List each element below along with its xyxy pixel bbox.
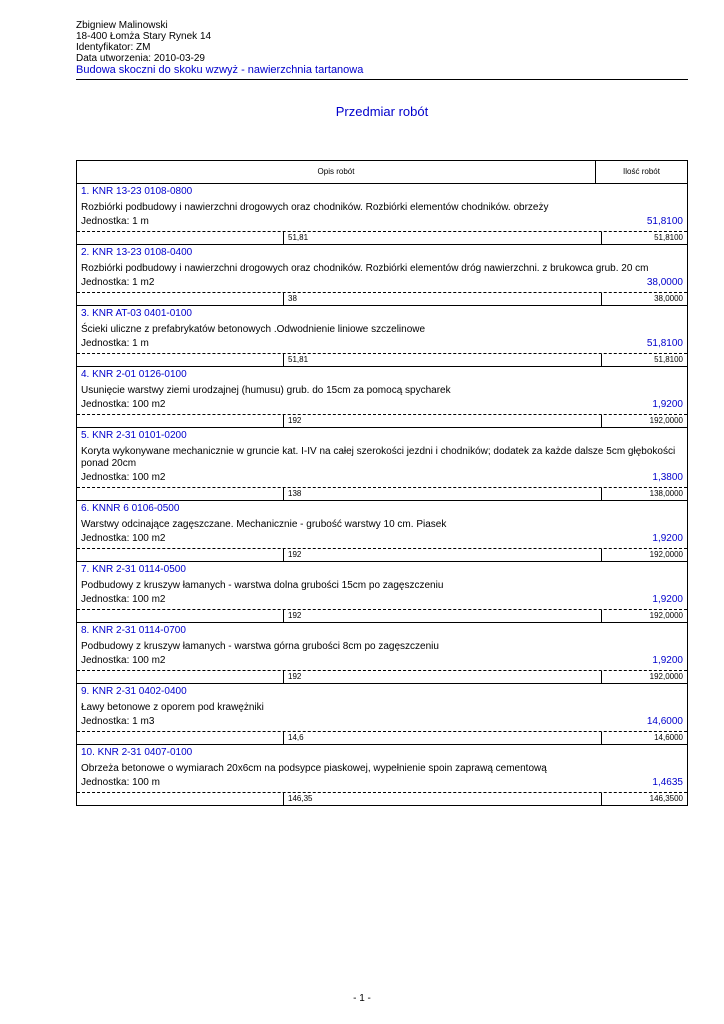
- creation-date: Data utworzenia: 2010-03-29: [76, 53, 205, 64]
- item-code: 6. KNNR 6 0106-0500: [81, 503, 180, 514]
- item-unit-row: [77, 338, 687, 352]
- item-result: 14,6000: [601, 732, 687, 744]
- item-calculation-row: [77, 292, 687, 305]
- table-row: [77, 244, 687, 305]
- item-calculation-row: [77, 231, 687, 244]
- table-row: [77, 683, 687, 744]
- item-quantity: 1,9200: [652, 655, 683, 666]
- item-code: 3. KNR AT-03 0401-0100: [81, 308, 192, 319]
- item-unit: Jednostka: 100 m2: [81, 399, 166, 410]
- item-unit: Jednostka: 100 m2: [81, 594, 166, 605]
- item-code: 10. KNR 2-31 0407-0100: [81, 747, 193, 758]
- page-number: - 1 -: [353, 993, 371, 1004]
- item-description: Warstwy odcinające zagęszczane. Mechanicznie - grubość warstwy 10 cm. Piasek: [81, 519, 447, 530]
- item-quantity: 1,4635: [652, 777, 683, 788]
- item-code: 7. KNR 2-31 0114-0500: [81, 564, 186, 575]
- item-description: Podbudowy z kruszyw łamanych - warstwa górna grubości 8cm po zagęszczeniu: [81, 641, 439, 652]
- item-unit: Jednostka: 100 m2: [81, 655, 166, 666]
- item-calculation-row: [77, 670, 687, 683]
- project-title: Budowa skoczni do skoku wzwyż - nawierzchnia tartanowa: [76, 64, 364, 76]
- table-row: [77, 427, 687, 500]
- item-unit: Jednostka: 100 m2: [81, 533, 166, 544]
- item-quantity: 1,9200: [652, 594, 683, 605]
- item-result: 51,8100: [601, 354, 687, 366]
- identifier: Identyfikator: ZM: [76, 42, 151, 53]
- item-result: 38,0000: [601, 293, 687, 305]
- item-unit: Jednostka: 100 m2: [81, 472, 166, 483]
- table-body: [77, 184, 687, 805]
- item-unit-row: [77, 472, 687, 486]
- table-row: [77, 366, 687, 427]
- item-code: 1. KNR 13-23 0108-0800: [81, 186, 193, 197]
- item-unit-row: [77, 399, 687, 413]
- item-quantity: 1,9200: [652, 399, 683, 410]
- item-unit: Jednostka: 100 m: [81, 777, 160, 788]
- item-expression: 14,6: [283, 732, 601, 744]
- item-calculation-row: [77, 548, 687, 561]
- item-unit: Jednostka: 1 m2: [81, 277, 155, 288]
- item-description: Ścieki uliczne z prefabrykatów betonowych .Odwodnienie liniowe szczelinowe: [81, 324, 426, 335]
- item-description: Rozbiórki podbudowy i nawierzchni drogowych oraz chodników. Rozbiórki elementów dróg nawierzchni. z brukowca grub. 20 cm: [81, 263, 649, 274]
- item-unit: Jednostka: 1 m: [81, 216, 149, 227]
- item-result: 146,3500: [601, 793, 687, 805]
- item-expression: 146,35: [283, 793, 601, 805]
- item-quantity: 14,6000: [646, 716, 683, 727]
- item-result: 192,0000: [601, 415, 687, 427]
- table-row: [77, 744, 687, 805]
- column-header-quantity: Ilość robót: [623, 167, 660, 176]
- item-description: Obrzeża betonowe o wymiarach 20x6cm na podsypce piaskowej, wypełnienie spoin zaprawą cementową: [81, 763, 547, 774]
- item-result: 192,0000: [601, 610, 687, 622]
- item-expression: 192: [283, 549, 601, 561]
- item-unit-row: [77, 533, 687, 547]
- item-code: 4. KNR 2-01 0126-0100: [81, 369, 187, 380]
- item-calculation-row: [77, 414, 687, 427]
- item-unit-row: [77, 777, 687, 791]
- header-rule: [76, 79, 688, 80]
- item-quantity: 38,0000: [646, 277, 683, 288]
- item-description: Podbudowy z kruszyw łamanych - warstwa dolna grubości 15cm po zagęszczeniu: [81, 580, 444, 591]
- item-quantity: 1,9200: [652, 533, 683, 544]
- table-header: [77, 161, 687, 184]
- item-unit-row: [77, 277, 687, 291]
- item-unit-row: [77, 594, 687, 608]
- item-description: Usunięcie warstwy ziemi urodzajnej (humusu) grub. do 15cm za pomocą spycharek: [81, 385, 451, 396]
- item-expression: 51,81: [283, 354, 601, 366]
- item-description: Ławy betonowe z oporem pod krawężniki: [81, 702, 264, 713]
- item-result: 192,0000: [601, 671, 687, 683]
- document-header: [76, 20, 688, 80]
- item-code: 9. KNR 2-31 0402-0400: [81, 686, 187, 697]
- item-expression: 192: [283, 415, 601, 427]
- table-row: [77, 500, 687, 561]
- item-description: Rozbiórki podbudowy i nawierzchni drogowych oraz chodników. Rozbiórki elementów chodników. obrzeży: [81, 202, 549, 213]
- item-calculation-row: [77, 487, 687, 500]
- item-expression: 192: [283, 610, 601, 622]
- table-row: [77, 561, 687, 622]
- table-row: [77, 184, 687, 244]
- item-code: 2. KNR 13-23 0108-0400: [81, 247, 193, 258]
- item-expression: 51,81: [283, 232, 601, 244]
- item-unit: Jednostka: 1 m3: [81, 716, 155, 727]
- item-result: 138,0000: [601, 488, 687, 500]
- item-calculation-row: [77, 792, 687, 805]
- item-expression: 38: [283, 293, 601, 305]
- item-quantity: 51,8100: [646, 216, 683, 227]
- works-table: [76, 160, 688, 806]
- item-quantity: 1,3800: [652, 472, 683, 483]
- item-description: Koryta wykonywane mechanicznie w gruncie kat. I-IV na całej szerokości jezdni i chodników; dodatek za każde dalsze 5cm głębokości ponad 20cm: [81, 446, 676, 469]
- table-row: [77, 305, 687, 366]
- item-calculation-row: [77, 731, 687, 744]
- item-calculation-row: [77, 609, 687, 622]
- item-unit-row: [77, 216, 687, 230]
- item-result: 51,8100: [601, 232, 687, 244]
- page-title: Przedmiar robót: [335, 104, 429, 119]
- item-quantity: 51,8100: [646, 338, 683, 349]
- column-header-description: Opis robót: [77, 161, 596, 183]
- item-unit-row: [77, 655, 687, 669]
- author-address: 18-400 Łomża Stary Rynek 14: [76, 31, 212, 42]
- item-code: 5. KNR 2-31 0101-0200: [81, 430, 187, 441]
- item-result: 192,0000: [601, 549, 687, 561]
- item-code: 8. KNR 2-31 0114-0700: [81, 625, 186, 636]
- author-name: Zbigniew Malinowski: [76, 20, 168, 31]
- item-calculation-row: [77, 353, 687, 366]
- item-unit: Jednostka: 1 m: [81, 338, 149, 349]
- table-row: [77, 622, 687, 683]
- item-expression: 138: [283, 488, 601, 500]
- item-unit-row: [77, 716, 687, 730]
- item-expression: 192: [283, 671, 601, 683]
